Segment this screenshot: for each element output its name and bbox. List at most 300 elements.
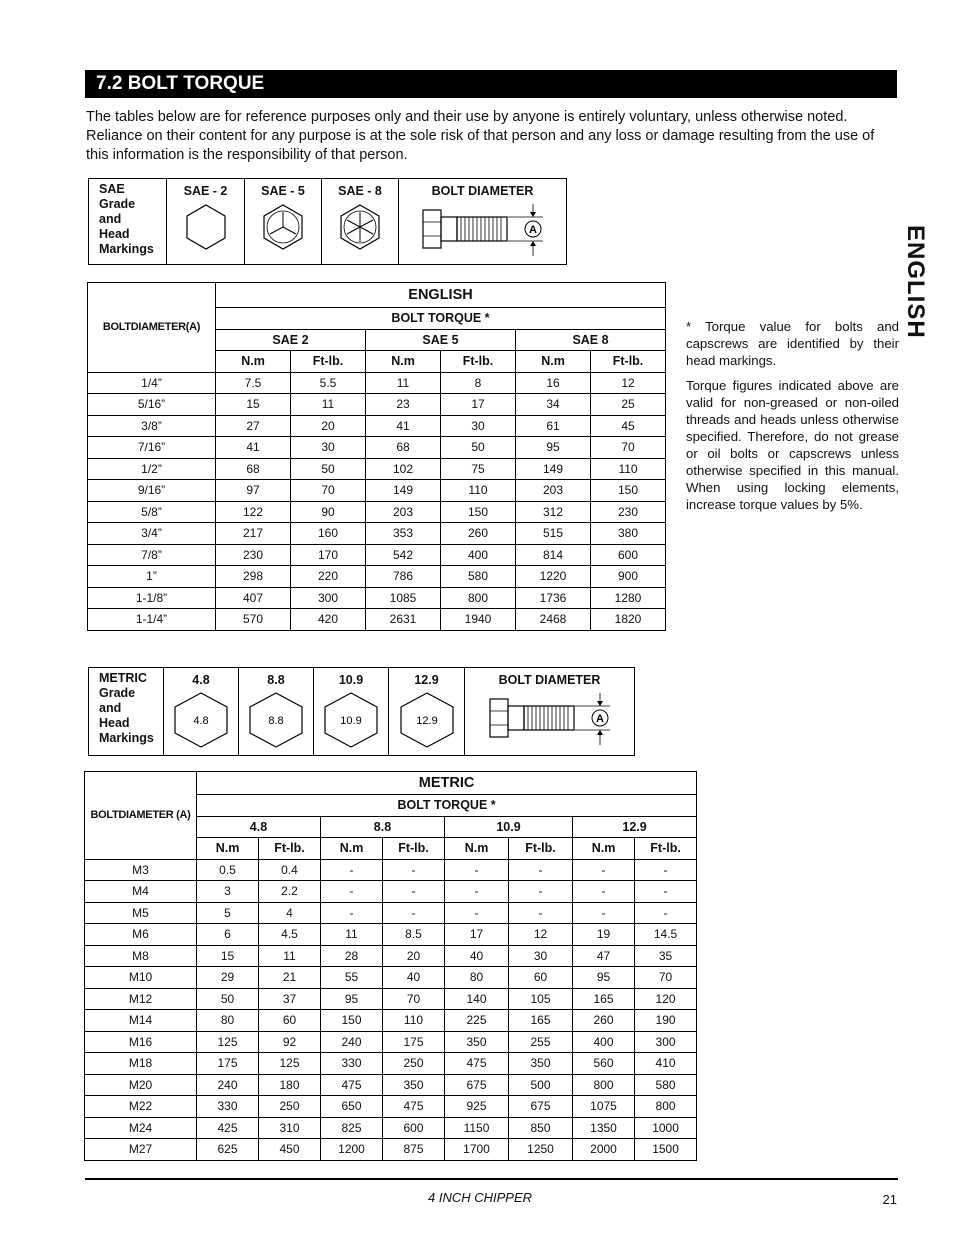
torque-value-cell: 17 (445, 924, 509, 946)
torque-value-cell: 80 (197, 1010, 259, 1032)
hexagon-grade-icon (245, 691, 307, 749)
torque-value-cell: - (509, 859, 573, 881)
bolt-size-cell: M6 (85, 924, 197, 946)
torque-value-cell: - (445, 902, 509, 924)
torque-value-cell: 150 (591, 480, 666, 502)
torque-value-cell: 2000 (573, 1139, 635, 1161)
torque-value-cell: 350 (445, 1031, 509, 1053)
torque-value-cell: 1220 (516, 566, 591, 588)
torque-value-cell: 675 (509, 1096, 573, 1118)
torque-value-cell: 20 (383, 945, 445, 967)
torque-value-cell: 515 (516, 523, 591, 545)
torque-value-cell: 165 (573, 988, 635, 1010)
torque-value-cell: - (445, 881, 509, 903)
english-unit-header: Ft-lb. (441, 351, 516, 373)
torque-value-cell: 149 (366, 480, 441, 502)
torque-value-cell: 19 (573, 924, 635, 946)
bolt-size-cell: M10 (85, 967, 197, 989)
table-row (85, 924, 697, 946)
torque-value-cell: 407 (216, 587, 291, 609)
english-unit-header: Ft-lb. (591, 351, 666, 373)
english-unit-header: Ft-lb. (291, 351, 366, 373)
torque-value-cell: 203 (366, 501, 441, 523)
table-row (85, 902, 697, 924)
torque-value-cell: 8 (441, 372, 516, 394)
torque-value-cell: 41 (216, 437, 291, 459)
torque-value-cell: 217 (216, 523, 291, 545)
torque-value-cell: 800 (573, 1074, 635, 1096)
torque-value-cell: - (321, 859, 383, 881)
torque-value-cell: 170 (291, 544, 366, 566)
torque-value-cell: 11 (291, 394, 366, 416)
metric-torque-table (84, 771, 697, 1161)
english-group-sae5: SAE 5 (366, 329, 516, 351)
torque-value-cell: - (383, 881, 445, 903)
bolt-size-cell: 3/8” (88, 415, 216, 437)
torque-value-cell: 900 (591, 566, 666, 588)
torque-value-cell: 105 (509, 988, 573, 1010)
torque-value-cell: 380 (591, 523, 666, 545)
torque-value-cell: 110 (591, 458, 666, 480)
table-row (88, 566, 666, 588)
torque-value-cell: 560 (573, 1053, 635, 1075)
torque-value-cell: 175 (197, 1053, 259, 1075)
hexagon-six-lines-icon (335, 202, 385, 252)
torque-value-cell: 125 (259, 1053, 321, 1075)
torque-value-cell: 570 (216, 609, 291, 631)
torque-value-cell: 300 (635, 1031, 697, 1053)
torque-value-cell: 75 (441, 458, 516, 480)
torque-value-cell: 16 (516, 372, 591, 394)
torque-value-cell: 160 (291, 523, 366, 545)
torque-value-cell: 2468 (516, 609, 591, 631)
bolt-size-cell: 1-1/4” (88, 609, 216, 631)
hexagon-grade-icon (396, 691, 458, 749)
torque-value-cell: 475 (321, 1074, 383, 1096)
torque-value-cell: 475 (445, 1053, 509, 1075)
svg-text:10.9: 10.9 (340, 715, 362, 727)
torque-value-cell: 2631 (366, 609, 441, 631)
torque-value-cell: 15 (197, 945, 259, 967)
bolt-size-cell: M8 (85, 945, 197, 967)
metric-unit-header: N.m (321, 838, 383, 860)
torque-value-cell: 14.5 (635, 924, 697, 946)
torque-value-cell: 60 (259, 1010, 321, 1032)
torque-value-cell: 1150 (445, 1117, 509, 1139)
torque-value-cell: 95 (573, 967, 635, 989)
metric-table-title: METRIC (197, 772, 697, 795)
english-unit-header: N.m (366, 351, 441, 373)
torque-value-cell: 30 (509, 945, 573, 967)
torque-value-cell: 255 (509, 1031, 573, 1053)
torque-value-cell: 140 (445, 988, 509, 1010)
callout-a-label: A (528, 224, 537, 236)
page-number: 21 (882, 1192, 897, 1207)
torque-value-cell: 110 (383, 1010, 445, 1032)
torque-value-cell: 15 (216, 394, 291, 416)
hexagon-grade-icon (320, 691, 382, 749)
intro-paragraph: The tables below are for reference purposes only and their use by anyone is entirely voluntary, unless otherwise noted. Reliance on their content for any purpose is at the sole risk of that person and any loss or damage resulting from the use of this information is the responsibility of that person. (86, 109, 875, 163)
torque-value-cell: 20 (291, 415, 366, 437)
torque-value-cell: 425 (197, 1117, 259, 1139)
torque-value-cell: - (635, 881, 697, 903)
torque-value-cell: 4 (259, 902, 321, 924)
table-row (88, 415, 666, 437)
torque-value-cell: 240 (197, 1074, 259, 1096)
torque-value-cell: 45 (591, 415, 666, 437)
torque-asterisk-note: * Torque value for bolts and capscrews are identified by their head markings. (686, 319, 899, 368)
table-row (85, 1053, 697, 1075)
bolt-side-view-icon (480, 691, 620, 749)
bolt-size-cell: M24 (85, 1117, 197, 1139)
callout-a-label: A (595, 713, 604, 725)
bolt-size-cell: M5 (85, 902, 197, 924)
metric-unit-header: N.m (197, 838, 259, 860)
table-row (85, 945, 697, 967)
torque-validity-note: Torque figures indicated above are valid for non-greased or non-oiled threads and heads unless otherwise specified. Therefore, do not grease or oil bolts or capscrews unless otherwise specified in this manual. When using locking elements, increase torque values by 5%. (686, 378, 899, 512)
table-row (85, 1010, 697, 1032)
metric-table-subtitle: BOLT TORQUE * (197, 795, 697, 817)
bolt-size-cell: M14 (85, 1010, 197, 1032)
torque-value-cell: 6 (197, 924, 259, 946)
torque-value-cell: 675 (445, 1074, 509, 1096)
bolt-size-cell: 1/2” (88, 458, 216, 480)
metric-unit-header: N.m (445, 838, 509, 860)
torque-value-cell: 925 (445, 1096, 509, 1118)
torque-value-cell: 300 (291, 587, 366, 609)
table-row (88, 609, 666, 631)
torque-value-cell: 80 (445, 967, 509, 989)
sae-2-marking: SAE - 2 (167, 179, 245, 265)
torque-value-cell: 800 (635, 1096, 697, 1118)
torque-value-cell: 1940 (441, 609, 516, 631)
torque-value-cell: 330 (321, 1053, 383, 1075)
torque-value-cell: 11 (366, 372, 441, 394)
bolt-size-cell: 3/4” (88, 523, 216, 545)
table-row (88, 544, 666, 566)
torque-value-cell: 500 (509, 1074, 573, 1096)
hexagon-three-lines-icon (258, 202, 308, 252)
metric-12-9-marking: 12.9 12.9 (389, 668, 465, 756)
torque-value-cell: - (383, 902, 445, 924)
table-row (85, 1074, 697, 1096)
torque-value-cell: 102 (366, 458, 441, 480)
torque-value-cell: 1736 (516, 587, 591, 609)
bolt-size-cell: 9/16” (88, 480, 216, 502)
table-row (85, 1117, 697, 1139)
torque-value-cell: 50 (441, 437, 516, 459)
torque-value-cell: 800 (441, 587, 516, 609)
torque-value-cell: 400 (573, 1031, 635, 1053)
table-row (85, 881, 697, 903)
torque-value-cell: 542 (366, 544, 441, 566)
torque-value-cell: 875 (383, 1139, 445, 1161)
torque-value-cell: 410 (635, 1053, 697, 1075)
footer-title: 4 INCH CHIPPER (427, 1190, 533, 1205)
torque-value-cell: 1350 (573, 1117, 635, 1139)
metric-4-8-marking: 4.8 4.8 (164, 668, 239, 756)
torque-value-cell: 310 (259, 1117, 321, 1139)
torque-value-cell: 50 (291, 458, 366, 480)
torque-value-cell: 7.5 (216, 372, 291, 394)
torque-value-cell: 240 (321, 1031, 383, 1053)
torque-value-cell: 312 (516, 501, 591, 523)
table-row (88, 437, 666, 459)
torque-value-cell: 60 (509, 967, 573, 989)
torque-value-cell: 203 (516, 480, 591, 502)
footer-divider (85, 1178, 898, 1180)
torque-value-cell: 850 (509, 1117, 573, 1139)
bolt-size-cell: M27 (85, 1139, 197, 1161)
torque-value-cell: 250 (259, 1096, 321, 1118)
bolt-size-cell: 5/16” (88, 394, 216, 416)
torque-value-cell: 580 (635, 1074, 697, 1096)
english-unit-header: N.m (216, 351, 291, 373)
sae-8-marking: SAE - 8 (322, 179, 399, 265)
torque-value-cell: 29 (197, 967, 259, 989)
table-row (88, 372, 666, 394)
table-row (85, 967, 697, 989)
torque-value-cell: 475 (383, 1096, 445, 1118)
torque-value-cell: 8.5 (383, 924, 445, 946)
torque-value-cell: 600 (591, 544, 666, 566)
torque-value-cell: 95 (516, 437, 591, 459)
torque-value-cell: 41 (366, 415, 441, 437)
bolt-size-cell: 7/16” (88, 437, 216, 459)
torque-value-cell: 600 (383, 1117, 445, 1139)
torque-value-cell: 250 (383, 1053, 445, 1075)
english-row-header: BOLTDIAMETER(A) (88, 283, 216, 373)
table-row (88, 394, 666, 416)
table-row (88, 587, 666, 609)
english-group-sae2: SAE 2 (216, 329, 366, 351)
torque-value-cell: 68 (216, 458, 291, 480)
torque-value-cell: 25 (591, 394, 666, 416)
bolt-size-cell: M20 (85, 1074, 197, 1096)
torque-value-cell: 400 (441, 544, 516, 566)
english-unit-header: N.m (516, 351, 591, 373)
torque-value-cell: 30 (291, 437, 366, 459)
torque-value-cell: - (445, 859, 509, 881)
torque-value-cell: - (509, 881, 573, 903)
bolt-size-cell: 1-1/8” (88, 587, 216, 609)
torque-value-cell: 330 (197, 1096, 259, 1118)
torque-value-cell: 70 (591, 437, 666, 459)
table-row (85, 1031, 697, 1053)
metric-row-header: BOLTDIAMETER (A) (85, 772, 197, 860)
torque-value-cell: 17 (441, 394, 516, 416)
torque-value-cell: 5.5 (291, 372, 366, 394)
metric-unit-header: N.m (573, 838, 635, 860)
metric-unit-header: Ft-lb. (259, 838, 321, 860)
bolt-size-cell: M18 (85, 1053, 197, 1075)
side-language-label: ENGLISH (902, 225, 929, 339)
metric-group-4-8: 4.8 (197, 816, 321, 838)
torque-value-cell: 47 (573, 945, 635, 967)
torque-value-cell: 350 (509, 1053, 573, 1075)
torque-value-cell: - (635, 859, 697, 881)
torque-value-cell: - (509, 902, 573, 924)
torque-value-cell: 1280 (591, 587, 666, 609)
torque-value-cell: 230 (216, 544, 291, 566)
torque-value-cell: 70 (383, 988, 445, 1010)
torque-value-cell: 12 (591, 372, 666, 394)
table-row (88, 523, 666, 545)
torque-value-cell: 350 (383, 1074, 445, 1096)
bolt-size-cell: M16 (85, 1031, 197, 1053)
torque-value-cell: 260 (573, 1010, 635, 1032)
metric-unit-header: Ft-lb. (383, 838, 445, 860)
bolt-size-cell: M3 (85, 859, 197, 881)
torque-value-cell: 230 (591, 501, 666, 523)
torque-value-cell: 122 (216, 501, 291, 523)
torque-value-cell: 825 (321, 1117, 383, 1139)
torque-value-cell: 1075 (573, 1096, 635, 1118)
english-group-sae8: SAE 8 (516, 329, 666, 351)
torque-value-cell: 625 (197, 1139, 259, 1161)
torque-value-cell: 298 (216, 566, 291, 588)
table-row (88, 501, 666, 523)
torque-value-cell: 50 (197, 988, 259, 1010)
torque-value-cell: 149 (516, 458, 591, 480)
english-torque-table (87, 282, 666, 631)
metric-10-9-marking: 10.9 10.9 (314, 668, 389, 756)
torque-value-cell: 1200 (321, 1139, 383, 1161)
torque-value-cell: 68 (366, 437, 441, 459)
torque-value-cell: 23 (366, 394, 441, 416)
torque-value-cell: 1500 (635, 1139, 697, 1161)
torque-value-cell: 580 (441, 566, 516, 588)
torque-value-cell: 5 (197, 902, 259, 924)
hexagon-grade-icon (170, 691, 232, 749)
english-table-subtitle: BOLT TORQUE * (216, 308, 666, 330)
torque-value-cell: 3 (197, 881, 259, 903)
torque-value-cell: 27 (216, 415, 291, 437)
svg-text:4.8: 4.8 (193, 715, 209, 727)
svg-text:8.8: 8.8 (268, 715, 284, 727)
torque-value-cell: 260 (441, 523, 516, 545)
torque-value-cell: - (321, 902, 383, 924)
sae-marking-table (88, 178, 567, 265)
torque-value-cell: 0.4 (259, 859, 321, 881)
torque-value-cell: - (321, 881, 383, 903)
bolt-size-cell: M12 (85, 988, 197, 1010)
table-row (88, 458, 666, 480)
torque-value-cell: 40 (383, 967, 445, 989)
torque-value-cell: 450 (259, 1139, 321, 1161)
torque-value-cell: 55 (321, 967, 383, 989)
torque-value-cell: 97 (216, 480, 291, 502)
torque-value-cell: 150 (441, 501, 516, 523)
torque-value-cell: 125 (197, 1031, 259, 1053)
torque-value-cell: 21 (259, 967, 321, 989)
torque-value-cell: 61 (516, 415, 591, 437)
sae-marking-label: SAE Grade and Head Markings (89, 179, 167, 265)
torque-value-cell: 92 (259, 1031, 321, 1053)
torque-value-cell: 1250 (509, 1139, 573, 1161)
torque-value-cell: 353 (366, 523, 441, 545)
bolt-size-cell: 1/4” (88, 372, 216, 394)
english-table-title: ENGLISH (216, 283, 666, 308)
metric-unit-header: Ft-lb. (635, 838, 697, 860)
torque-value-cell: 34 (516, 394, 591, 416)
torque-value-cell: 786 (366, 566, 441, 588)
torque-value-cell: 70 (291, 480, 366, 502)
torque-value-cell: 11 (321, 924, 383, 946)
metric-group-12-9: 12.9 (573, 816, 697, 838)
svg-text:12.9: 12.9 (415, 715, 438, 727)
torque-value-cell: 190 (635, 1010, 697, 1032)
torque-value-cell: 37 (259, 988, 321, 1010)
torque-value-cell: 90 (291, 501, 366, 523)
torque-value-cell: 175 (383, 1031, 445, 1053)
torque-value-cell: 0.5 (197, 859, 259, 881)
table-row (88, 480, 666, 502)
metric-8-8-marking: 8.8 8.8 (239, 668, 314, 756)
torque-value-cell: 35 (635, 945, 697, 967)
torque-value-cell: 1085 (366, 587, 441, 609)
torque-value-cell: - (383, 859, 445, 881)
torque-value-cell: - (573, 881, 635, 903)
torque-value-cell: 40 (445, 945, 509, 967)
bolt-size-cell: M22 (85, 1096, 197, 1118)
table-row (85, 1139, 697, 1161)
hexagon-plain-icon (181, 202, 231, 252)
metric-unit-header: Ft-lb. (509, 838, 573, 860)
metric-group-8-8: 8.8 (321, 816, 445, 838)
torque-value-cell: 30 (441, 415, 516, 437)
bolt-size-cell: 5/8” (88, 501, 216, 523)
table-row (85, 1096, 697, 1118)
bolt-size-cell: 1” (88, 566, 216, 588)
torque-value-cell: 225 (445, 1010, 509, 1032)
torque-value-cell: 814 (516, 544, 591, 566)
metric-marking-label: METRIC Grade and Head Markings (89, 668, 164, 756)
metric-bolt-diameter: BOLT DIAMETER A (465, 668, 635, 756)
torque-value-cell: 12 (509, 924, 573, 946)
torque-value-cell: - (635, 902, 697, 924)
torque-value-cell: - (573, 859, 635, 881)
torque-value-cell: 110 (441, 480, 516, 502)
bolt-size-cell: 7/8” (88, 544, 216, 566)
metric-marking-table (88, 667, 635, 756)
torque-value-cell: 4.5 (259, 924, 321, 946)
torque-value-cell: 180 (259, 1074, 321, 1096)
metric-group-10-9: 10.9 (445, 816, 573, 838)
sae-5-marking: SAE - 5 (245, 179, 322, 265)
sae-bolt-diameter: BOLT DIAMETER A (399, 179, 567, 265)
table-row (85, 988, 697, 1010)
torque-value-cell: 70 (635, 967, 697, 989)
torque-value-cell: 420 (291, 609, 366, 631)
torque-value-cell: 650 (321, 1096, 383, 1118)
torque-value-cell: 220 (291, 566, 366, 588)
torque-value-cell: 1820 (591, 609, 666, 631)
torque-value-cell: 2.2 (259, 881, 321, 903)
torque-value-cell: 1000 (635, 1117, 697, 1139)
torque-value-cell: 11 (259, 945, 321, 967)
bolt-side-view-icon (413, 202, 553, 260)
torque-value-cell: 1700 (445, 1139, 509, 1161)
torque-value-cell: 150 (321, 1010, 383, 1032)
torque-value-cell: 28 (321, 945, 383, 967)
torque-value-cell: - (573, 902, 635, 924)
torque-value-cell: 165 (509, 1010, 573, 1032)
torque-value-cell: 95 (321, 988, 383, 1010)
torque-value-cell: 120 (635, 988, 697, 1010)
table-row (85, 859, 697, 881)
section-title: 7.2 BOLT TORQUE (85, 70, 897, 98)
